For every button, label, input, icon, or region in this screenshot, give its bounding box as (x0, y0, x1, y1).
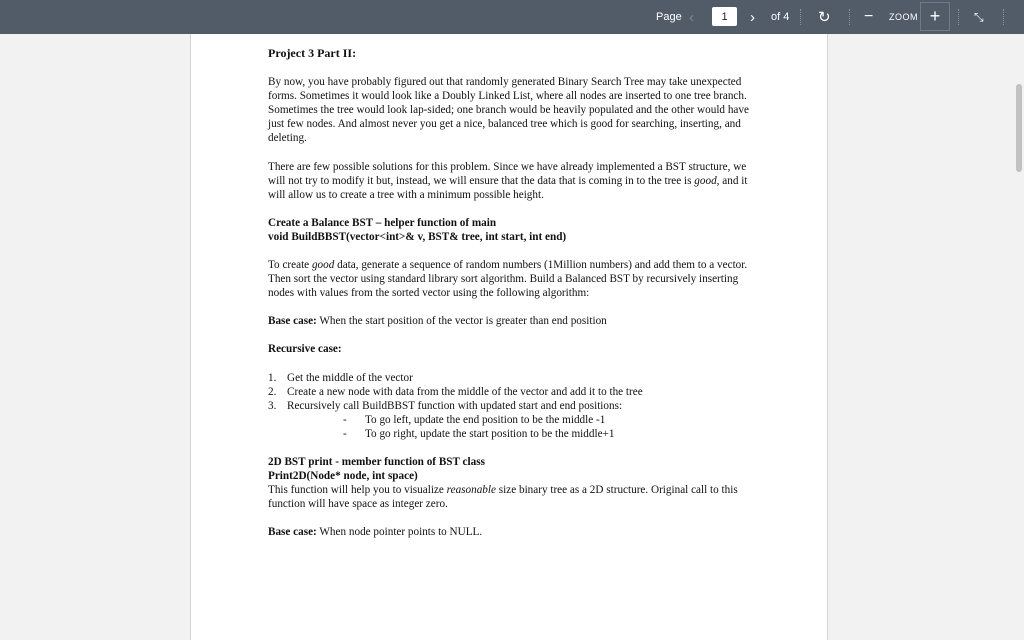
zoom-label: ZOOM (889, 12, 918, 22)
problem-paragraph: There are few possible solutions for this problem. Since we have already implemented a BST structure, we will not try to modify it but, instead, we will ensure that the data that is coming in to the tree is good, and it will allow us to create a tree with a minimum possible height. (268, 160, 748, 201)
vertical-scrollbar[interactable] (1014, 34, 1024, 640)
base-case: Base case: When the start position of the vector is greater than end position (268, 315, 607, 328)
base-case: Base case: When node pointer points to NULL. (268, 526, 483, 539)
page-label: Page (656, 11, 682, 23)
page-count-label: of 4 (771, 11, 790, 23)
previous-page-button[interactable]: ‹ (689, 8, 694, 26)
next-page-button[interactable]: › (750, 8, 755, 26)
steps-list (268, 371, 758, 413)
pdf-toolbar (0, 0, 1024, 34)
scrollbar-thumb[interactable] (1016, 84, 1022, 172)
separator (958, 9, 960, 25)
section-heading: 2D BST print - member function of BST class (268, 455, 485, 468)
list-item: - To go left, update the end position to be the middle -1 (343, 413, 606, 426)
function-signature: Print2D(Node* node, int space) (268, 470, 418, 483)
section-heading: Create a Balance BST – helper function of main (268, 216, 497, 229)
separator (849, 9, 851, 25)
function-signature: void BuildBBST(vector<int>& v, BST& tree, int start, int end) (268, 230, 567, 243)
list-item: - To go right, update the start position to be the middle+1 (343, 427, 615, 440)
zoom-in-button[interactable]: + (920, 2, 950, 31)
page-title: Project 3 Part II: (268, 46, 357, 60)
substeps-list (268, 413, 758, 441)
list-item: 3. Recursively call BuildBBST function with updated start and end positions: (268, 399, 623, 412)
algorithm-paragraph: To create good data, generate a sequence of random numbers (1Million numbers) and add them to a vector. Then sort the vector using standard library sort algorithm. Build a Balanced BST by recursively inserting nodes with values from the sorted vector using the following algorithm: (268, 259, 748, 300)
print-paragraph: This function will help you to visualize reasonable size binary tree as a 2D structure. Original call to this function will have space as integer zero. (268, 484, 738, 511)
document-page (190, 34, 828, 640)
intro-paragraph: By now, you have probably figured out that randomly generated Binary Search Tree may take unexpected forms. Sometimes it would look like a Doubly Linked List, where all nodes are inserted to one tree branch. Sometimes the tree would look lap-sided; one branch would be heavily populated and the other would have just few nodes. And almost never you get a nice, balanced tree which is good for searching, inserting, and deleting. (268, 76, 749, 145)
separator (1003, 9, 1005, 25)
list-item: 2. Create a new node with data from the middle of the vector and add it to the tree (268, 385, 643, 398)
list-item: 1. Get the middle of the vector (268, 371, 413, 384)
collapse-icon[interactable]: ⤡ (974, 9, 984, 24)
page-number-input[interactable] (712, 7, 737, 26)
document-viewer (0, 34, 1024, 640)
separator (800, 9, 802, 25)
zoom-out-button[interactable]: − (864, 8, 874, 25)
page-content (268, 46, 758, 539)
refresh-icon[interactable]: ↻ (818, 9, 831, 26)
recursive-case-label: Recursive case: (268, 343, 342, 356)
